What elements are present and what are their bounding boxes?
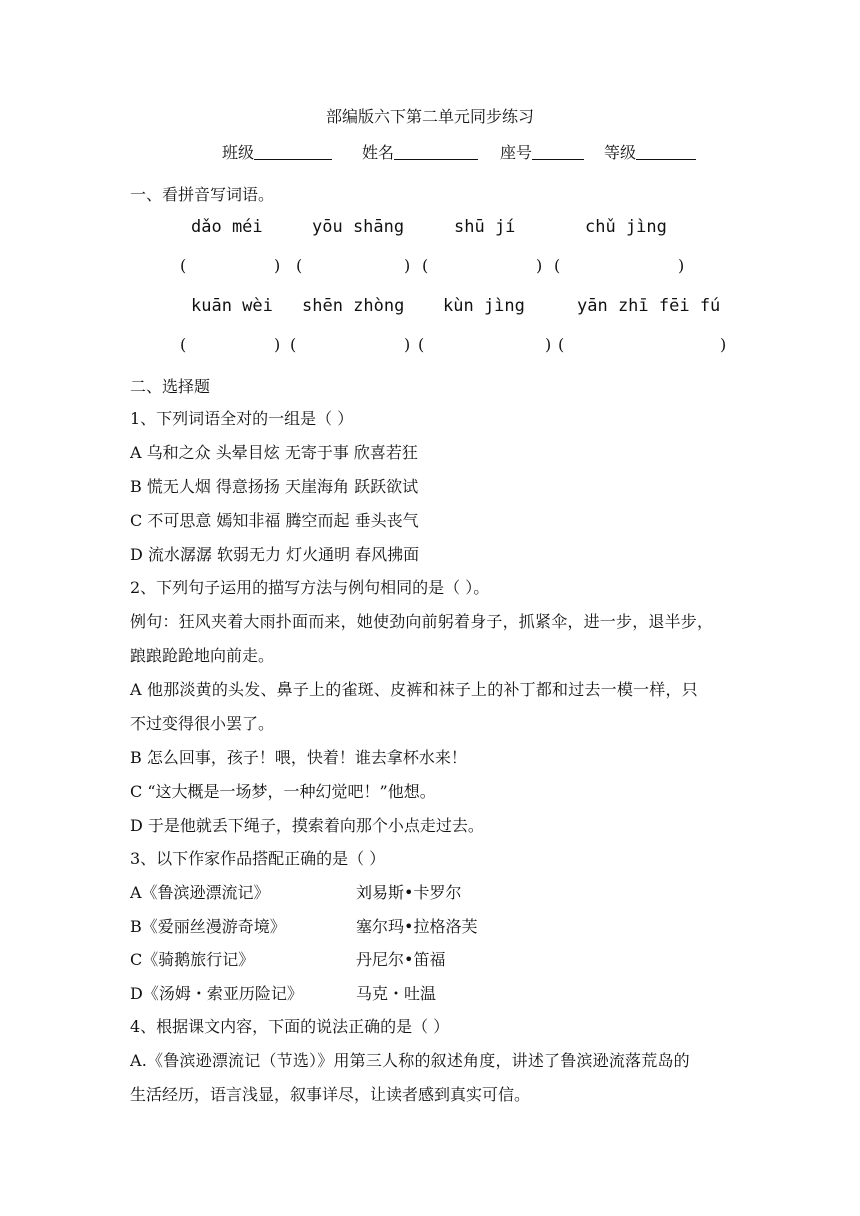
pinyin-item: kuān wèi [191, 296, 273, 316]
open-paren: ( [558, 335, 565, 354]
q2-stem: 2、下列句子运用的描写方法与例句相同的是（ ）。 [130, 578, 490, 597]
q3-stem: 3、以下作家作品搭配正确的是（ ） [130, 849, 386, 868]
close-paren: ) [536, 256, 543, 275]
q2-example: 例句：狂风夹着大雨扑面而来，她使劲向前躬着身子，抓紧伞，进一步，退半步， [130, 612, 714, 631]
open-paren: ( [296, 256, 303, 275]
class-blank[interactable] [254, 143, 332, 160]
q4-option-a: A.《鲁滨逊漂流记（节选）》用第三人称的叙述角度，讲述了鲁滨逊流落荒岛的 [130, 1051, 690, 1070]
grade-blank[interactable] [636, 143, 696, 160]
q3-author: 丹尼尔•笛福 [356, 950, 446, 969]
section2-heading: 二、选择题 [130, 377, 211, 396]
q3-work: A《鲁滨逊漂流记》 [130, 883, 270, 902]
q2-option-b: B 怎么回事，孩子！喂，快着！谁去拿杯水来！ [130, 748, 467, 767]
q4-option-a-cont: 生活经历，语言浅显，叙事详尽，让读者感到真实可信。 [130, 1085, 531, 1104]
close-paren: ) [678, 256, 685, 275]
open-paren: ( [180, 256, 187, 275]
q2-example-cont: 踉踉跄跄地向前走。 [130, 646, 275, 665]
q3-author: 马克・吐温 [356, 984, 437, 1003]
q2-option-a: A 他那淡黄的头发、鼻子上的雀斑、皮裤和袜子上的补丁都和过去一模一样，只 [130, 680, 698, 699]
close-paren: ) [404, 256, 411, 275]
open-paren: ( [418, 335, 425, 354]
open-paren: ( [554, 256, 561, 275]
pinyin-item: dǎo méi [191, 217, 263, 237]
q3-author: 塞尔玛•拉格洛芙 [356, 917, 478, 936]
pinyin-item: kùn jìng [443, 296, 525, 316]
pinyin-item: shēn zhòng [302, 296, 405, 316]
page-title: 部编版六下第二单元同步练习 [325, 107, 534, 126]
close-paren: ) [274, 256, 281, 275]
name-label: 姓名 [362, 143, 395, 162]
q2-option-a-cont: 不过变得很小罢了。 [130, 714, 275, 733]
section1-heading: 一、看拼音写词语。 [130, 185, 275, 204]
close-paren: ) [274, 335, 281, 354]
grade-label: 等级 [604, 143, 637, 162]
class-label: 班级 [222, 143, 255, 162]
q3-author: 刘易斯•卡罗尔 [356, 883, 462, 902]
pinyin-item: shū jí [454, 217, 516, 237]
q1-stem: 1、下列词语全对的一组是（ ） [130, 409, 354, 428]
q3-work: D《汤姆・索亚历险记》 [130, 984, 303, 1003]
q1-option: C 不可思意 嫣知非福 腾空而起 垂头丧气 [130, 511, 419, 530]
q3-work: B《爱丽丝漫游奇境》 [130, 917, 286, 936]
grade-field [604, 140, 696, 163]
seat-label: 座号 [500, 143, 533, 162]
open-paren: ( [422, 256, 429, 275]
seat-blank[interactable] [532, 143, 584, 160]
open-paren: ( [180, 335, 187, 354]
close-paren: ) [404, 335, 411, 354]
q3-work: C《骑鹅旅行记》 [130, 950, 255, 969]
close-paren: ) [720, 335, 727, 354]
q1-option: D 流水潺潺 软弱无力 灯火通明 春风拂面 [130, 545, 420, 564]
pinyin-item: yān zhī fēi fú [577, 296, 721, 316]
q2-option-c: C “这大概是一场梦，一种幻觉吧！”他想。 [130, 782, 436, 801]
q1-option: B 慌无人烟 得意扬扬 天崖海角 跃跃欲试 [130, 477, 419, 496]
pinyin-item: chǔ jìng [585, 217, 667, 237]
close-paren: ) [545, 335, 552, 354]
open-paren: ( [290, 335, 297, 354]
name-blank[interactable] [394, 143, 478, 160]
class-field [222, 140, 332, 163]
name-field [362, 140, 478, 163]
q1-option: A 乌和之众 头晕目炫 无寄于事 欣喜若狂 [130, 443, 418, 462]
pinyin-item: yōu shāng [312, 217, 405, 237]
q2-option-d: D 于是他就丢下绳子，摸索着向那个小点走过去。 [130, 816, 484, 835]
q4-stem: 4、根据课文内容，下面的说法正确的是（ ） [130, 1017, 450, 1036]
seat-field [500, 140, 584, 163]
